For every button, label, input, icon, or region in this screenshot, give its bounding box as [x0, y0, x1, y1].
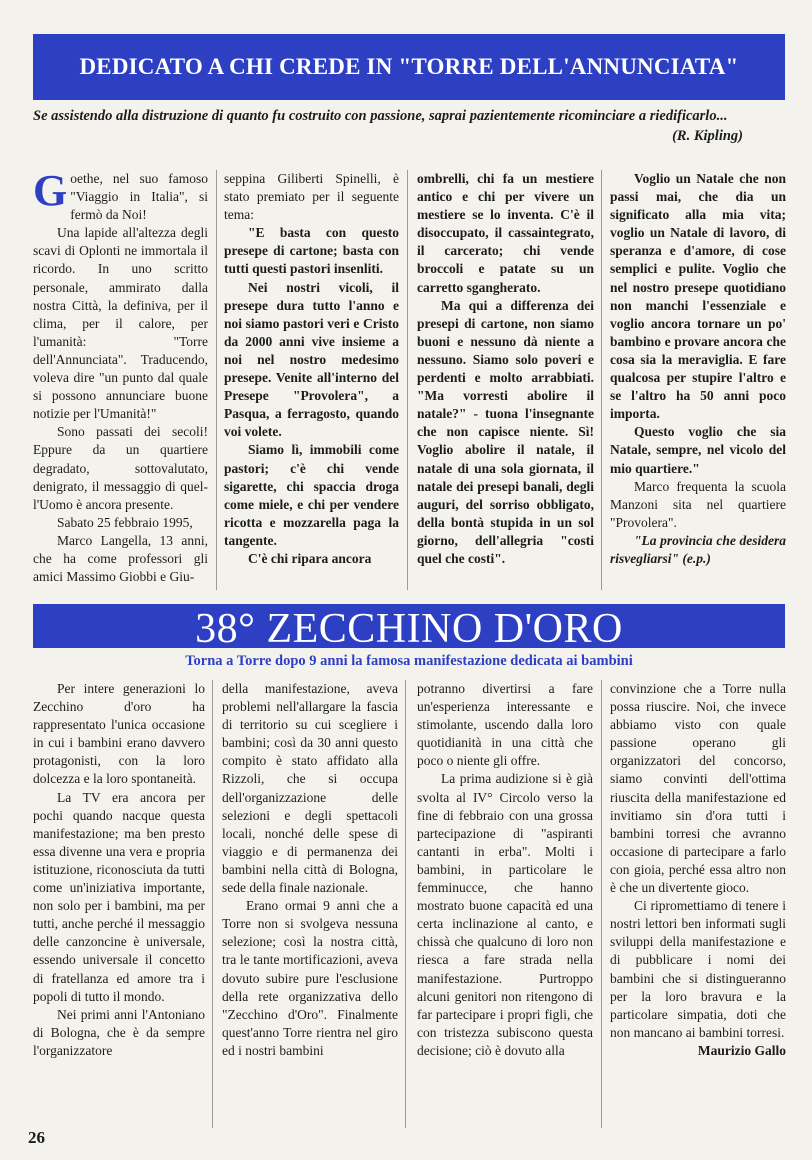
paragraph: Voglio un Natale che non passi mai, che dia un significato alla mia vita; voglio un Natale di lavoro, di speranza e d'amore, di cose semplici e pulite. Voglio che nel nostro presepe quotidiano non manchi l'essenziale e voglio ancora tornare un po' bambino e provare ancora che cosa sia la meraviglia. E fare qualcosa per stupire l'altro e se l'altro ha 50 anni poco importa. — [610, 171, 786, 422]
article2-title-banner — [33, 604, 785, 648]
paragraph: seppina Giliberti Spinelli, è stato premiato per il seguente tema: — [224, 171, 399, 223]
article2-column-1 — [33, 680, 205, 1128]
paragraph: Nei nostri vicoli, il presepe dura tutto l'anno e noi siamo pastori veri e Cristo da 2000 anni vive insieme a noi nel nostro medesimo presepe. Venite all'interno del Presepe "Provolera", a Pasqua, a ferragosto, quando voi volete. — [224, 279, 399, 440]
quote-text: "La provincia che desidera risvegliarsi" — [610, 532, 786, 566]
paragraph: Nei primi anni l'Antoniano di Bologna, che è da sempre l'organizzatore — [33, 1006, 205, 1058]
paragraph: Per intere generazioni lo Zecchino d'oro ha rappresentato l'unica occasione in cui i bambini erano davvero protagonisti, con la loro dolcezza e la loro spontaneità. — [33, 681, 205, 787]
article2-subtitle: Torna a Torre dopo 9 anni la famosa manifestazione dedicata ai bambini — [185, 653, 633, 669]
article2-title: 38° ZECCHINO D'ORO — [195, 606, 623, 648]
page-number: 26 — [28, 1128, 45, 1147]
paragraph: convinzione che a Torre nulla possa riuscire. Noi, che invece abbiamo visto con quale passione operano gli organizzatori del concorso, siamo convinti dell'ottima riuscita della manifestazione ed invitiamo sin d'ora tutti i bambini torresi che avranno occasione di partecipare a farlo con gioia, perché essa altro non è che un divertente gioco. — [610, 681, 786, 896]
paragraph: Sono passati dei secoli! Eppure da un quartiere degradato, sottovalutato, denigrato, il messaggio di quel- l'Uomo è ancora presente. — [33, 424, 208, 512]
article2-column-2 — [222, 680, 398, 1128]
column-divider — [405, 680, 406, 1128]
paragraph: Siamo lì, immobili come pastori; c'è chi vende sigarette, chi spaccia droga come miele, e chi per vendere ricotta e mozzarella paga la tangente. — [224, 442, 399, 548]
column-divider — [601, 680, 602, 1128]
signature: (e.p.) — [682, 550, 711, 566]
paragraph: Marco Langella, 13 anni, che ha come professori gli amici Massimo Giobbi e Giu- — [33, 532, 208, 585]
author-byline: Maurizio Gallo — [697, 1042, 786, 1058]
article1-column-4 — [610, 170, 786, 590]
paragraph: potranno divertirsi a fare un'esperienza interessante e stimolante, uscendo dalla loro quotidianità in una città che poco o niente gli offre. — [417, 681, 593, 769]
paragraph: Marco frequenta la scuola Manzoni sita nel quartiere "Provolera". — [610, 478, 786, 530]
paragraph: Ma qui a differenza dei presepi di cartone, non siamo buoni e nessuno dà niente a nessuno. Siamo solo poveri e perdenti e molto arrabbiati. "Ma vorresti abolire il natale?" - tuona l'insegnante che non capisce niente. Sì! Voglio abolire il natale, il natale di una sola giornata, il natale dei presepi banali, degli auguri, del sorriso obbligato, della bontà stupida in un sol giorno, dell'allegria "costi quel che costi". — [417, 297, 594, 566]
column-divider — [216, 170, 217, 590]
paragraph: Una lapide all'altezza degli scavi di Oplonti ne immortala il ricordo. In uno scritto personale, ammirato dalla nostra Città, la definiva, per il clima, per il calore, per l'umanità: "Torre dell'Annunciata". Traducendo, voleva dire "un punto dal quale si possono annunciare buone notizie per l'Umanità!" — [33, 225, 208, 422]
epigraph-author: (R. Kipling) — [672, 128, 743, 144]
article1-column-3 — [417, 170, 594, 590]
column-divider — [601, 170, 602, 590]
closing-quote — [610, 532, 786, 568]
epigraph — [33, 106, 743, 146]
article1-title-banner — [33, 34, 785, 100]
paragraph: La TV era ancora per pochi quando nacque questa manifestazione; ma ben presto essa divenne una vera e propria istituzione, riconosciuta da tutti come un'iniziativa importante, non solo per i bambini, ma per tutti, anche perché il messaggio delle canzoncine è universale, essendo universale il concetto di fratellanza ed amore tra i popoli di tutto il mondo. — [33, 789, 205, 1004]
drop-cap: G — [33, 170, 68, 215]
paragraph: Questo voglio che sia Natale, sempre, nel vicolo del mio quartiere." — [610, 424, 786, 476]
article1-column-2 — [224, 170, 399, 590]
paragraph: C'è chi ripara ancora — [248, 550, 372, 566]
paragraph: ombrelli, chi fa un mestiere antico e chi per vivere un mestiere se lo inventa. C'è il disoccupato, il cassaintegrato, il carcerato; chi vende broccoli e patate su un carretto sgangherato. — [417, 171, 594, 295]
paragraph: La prima audizione si è già svolta al IV° Circolo verso la fine di febbraio con una grossa partecipazione di "aspiranti cantanti in erba". Molti i bambini, in particolare le femminucce, che hanno mostrato buone capacità ed una certa inclinazione al canto, e chissà che qualcuno di loro non riesca a fare strada nella manifestazione. Purtroppo alcuni genitori non ritengono di far partecipare i propri figli, che con tristezza subiscono questa decisione; ciò è dovuto alla — [417, 771, 593, 1058]
paragraph: Ci ripromettiamo di tenere i nostri lettori ben informati sugli sviluppi della manifestazione e di pubblicare i nomi dei bambini che si distingueranno per la loro bravura e la particolare simpatia, doti che non mancano ai bambini torresi. — [610, 898, 786, 1040]
column-divider — [407, 170, 408, 590]
article2-column-4 — [610, 680, 786, 1128]
paragraph: oethe, nel suo famoso "Viaggio in Italia", si fermò da Noi! — [70, 171, 208, 223]
article2-column-3 — [417, 680, 593, 1128]
paragraph: "E basta con questo presepe di cartone; basta con tutti questi pastori insenliti. — [224, 225, 399, 277]
article1-column-1 — [33, 170, 208, 590]
paragraph: Erano ormai 9 anni che a Torre non si svolgeva nessuna selezione; così la nostra città, tra le tante mortificazioni, aveva dovuto subire pure l'esclusione della rete organizzativa dello "Zecchino d'Oro". Finalmente quest'anno Torre rientra nel giro ed i nostri bambini — [222, 898, 398, 1058]
epigraph-quote: Se assistendo alla distruzione di quanto fu costruito con passione, saprai pazientemente ricominciare a riedificarlo... — [33, 108, 728, 124]
column-divider — [212, 680, 213, 1128]
paragraph: Sabato 25 febbraio 1995, — [57, 514, 193, 530]
article1-title: DEDICATO A CHI CREDE IN "TORRE DELL'ANNUNCIATA" — [79, 54, 739, 79]
paragraph: della manifestazione, aveva problemi nell'allargare la fascia di territorio su cui scegliere i bambini; così da 30 anni questo compito è stato affidato alla Rizzoli, che si occupa dell'organizzazione delle selezioni e degli spettacoli locali, nonché delle spese di viaggio e di permanenza dei bambini nella città di Bologna, sede della finale nazionale. — [222, 681, 398, 896]
